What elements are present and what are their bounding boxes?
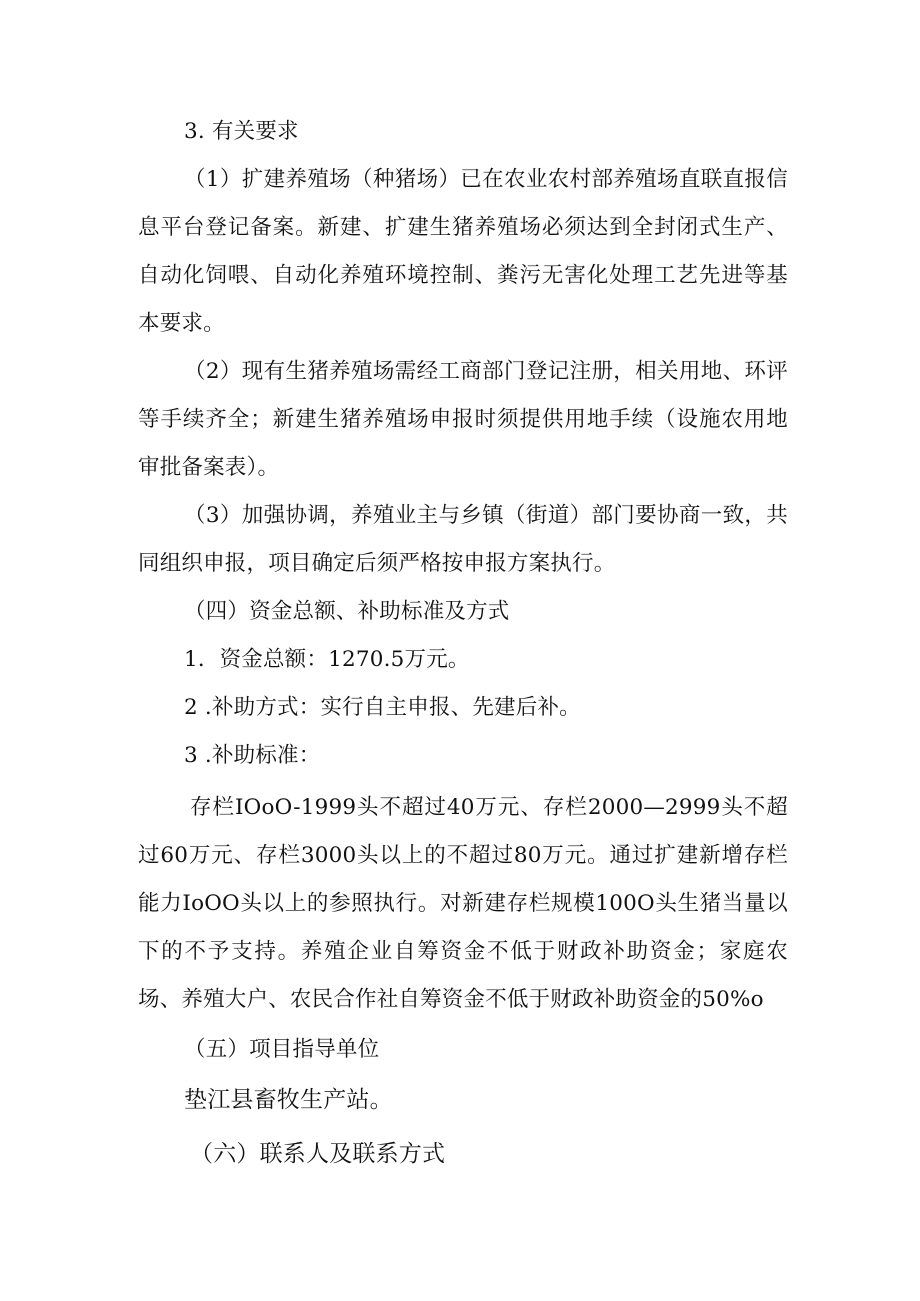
fund-standard-heading: 3 .补助标准： bbox=[184, 743, 321, 768]
requirement-1: （1）扩建养殖场（种猪场）已在农业农村部养殖场直联直报信息平台登记备案。新建、扩建生猪养殖场必须达到全封闭式生产、自动化饲喂、自动化养殖环境控制、粪污无害化处理工艺先进等基本要求。 bbox=[138, 167, 788, 336]
section-4-heading: （四）资金总额、补助标准及方式 bbox=[184, 599, 510, 624]
heading-requirements: 3. 有关要求 bbox=[184, 119, 299, 144]
fund-standard-text: 存栏IOoO-1999头不超过40万元、存栏2000—2999头不超过60万元、存栏3000头以上的不超过80万元。通过扩建新增存栏能力IoOO头以上的参照执行。对新建存栏规模100O头生猪当量以下的不予支持。养殖企业自筹资金不低于财政补助资金；家庭农场、养殖大户、农民合作社自筹资金不低于财政补助资金的50%o bbox=[138, 795, 788, 1012]
fund-method: 2 .补助方式：实行自主申报、先建后补。 bbox=[184, 695, 581, 720]
guidance-unit: 垫江县畜牧生产站。 bbox=[184, 1087, 393, 1113]
section-5-heading: （五）项目指导单位 bbox=[184, 1037, 380, 1062]
section-6-heading: （六）联系人及联系方式 bbox=[190, 1141, 446, 1167]
fund-total: 1．资金总额：1270.5万元。 bbox=[184, 647, 470, 672]
requirement-3: （3）加强协调，养殖业主与乡镇（街道）部门要协商一致，共同组织申报，项目确定后须严格按申报方案执行。 bbox=[138, 503, 788, 576]
requirement-2: （2）现有生猪养殖场需经工商部门登记注册，相关用地、环评等手续齐全；新建生猪养殖场申报时须提供用地手续（设施农用地审批备案表）。 bbox=[138, 359, 788, 480]
